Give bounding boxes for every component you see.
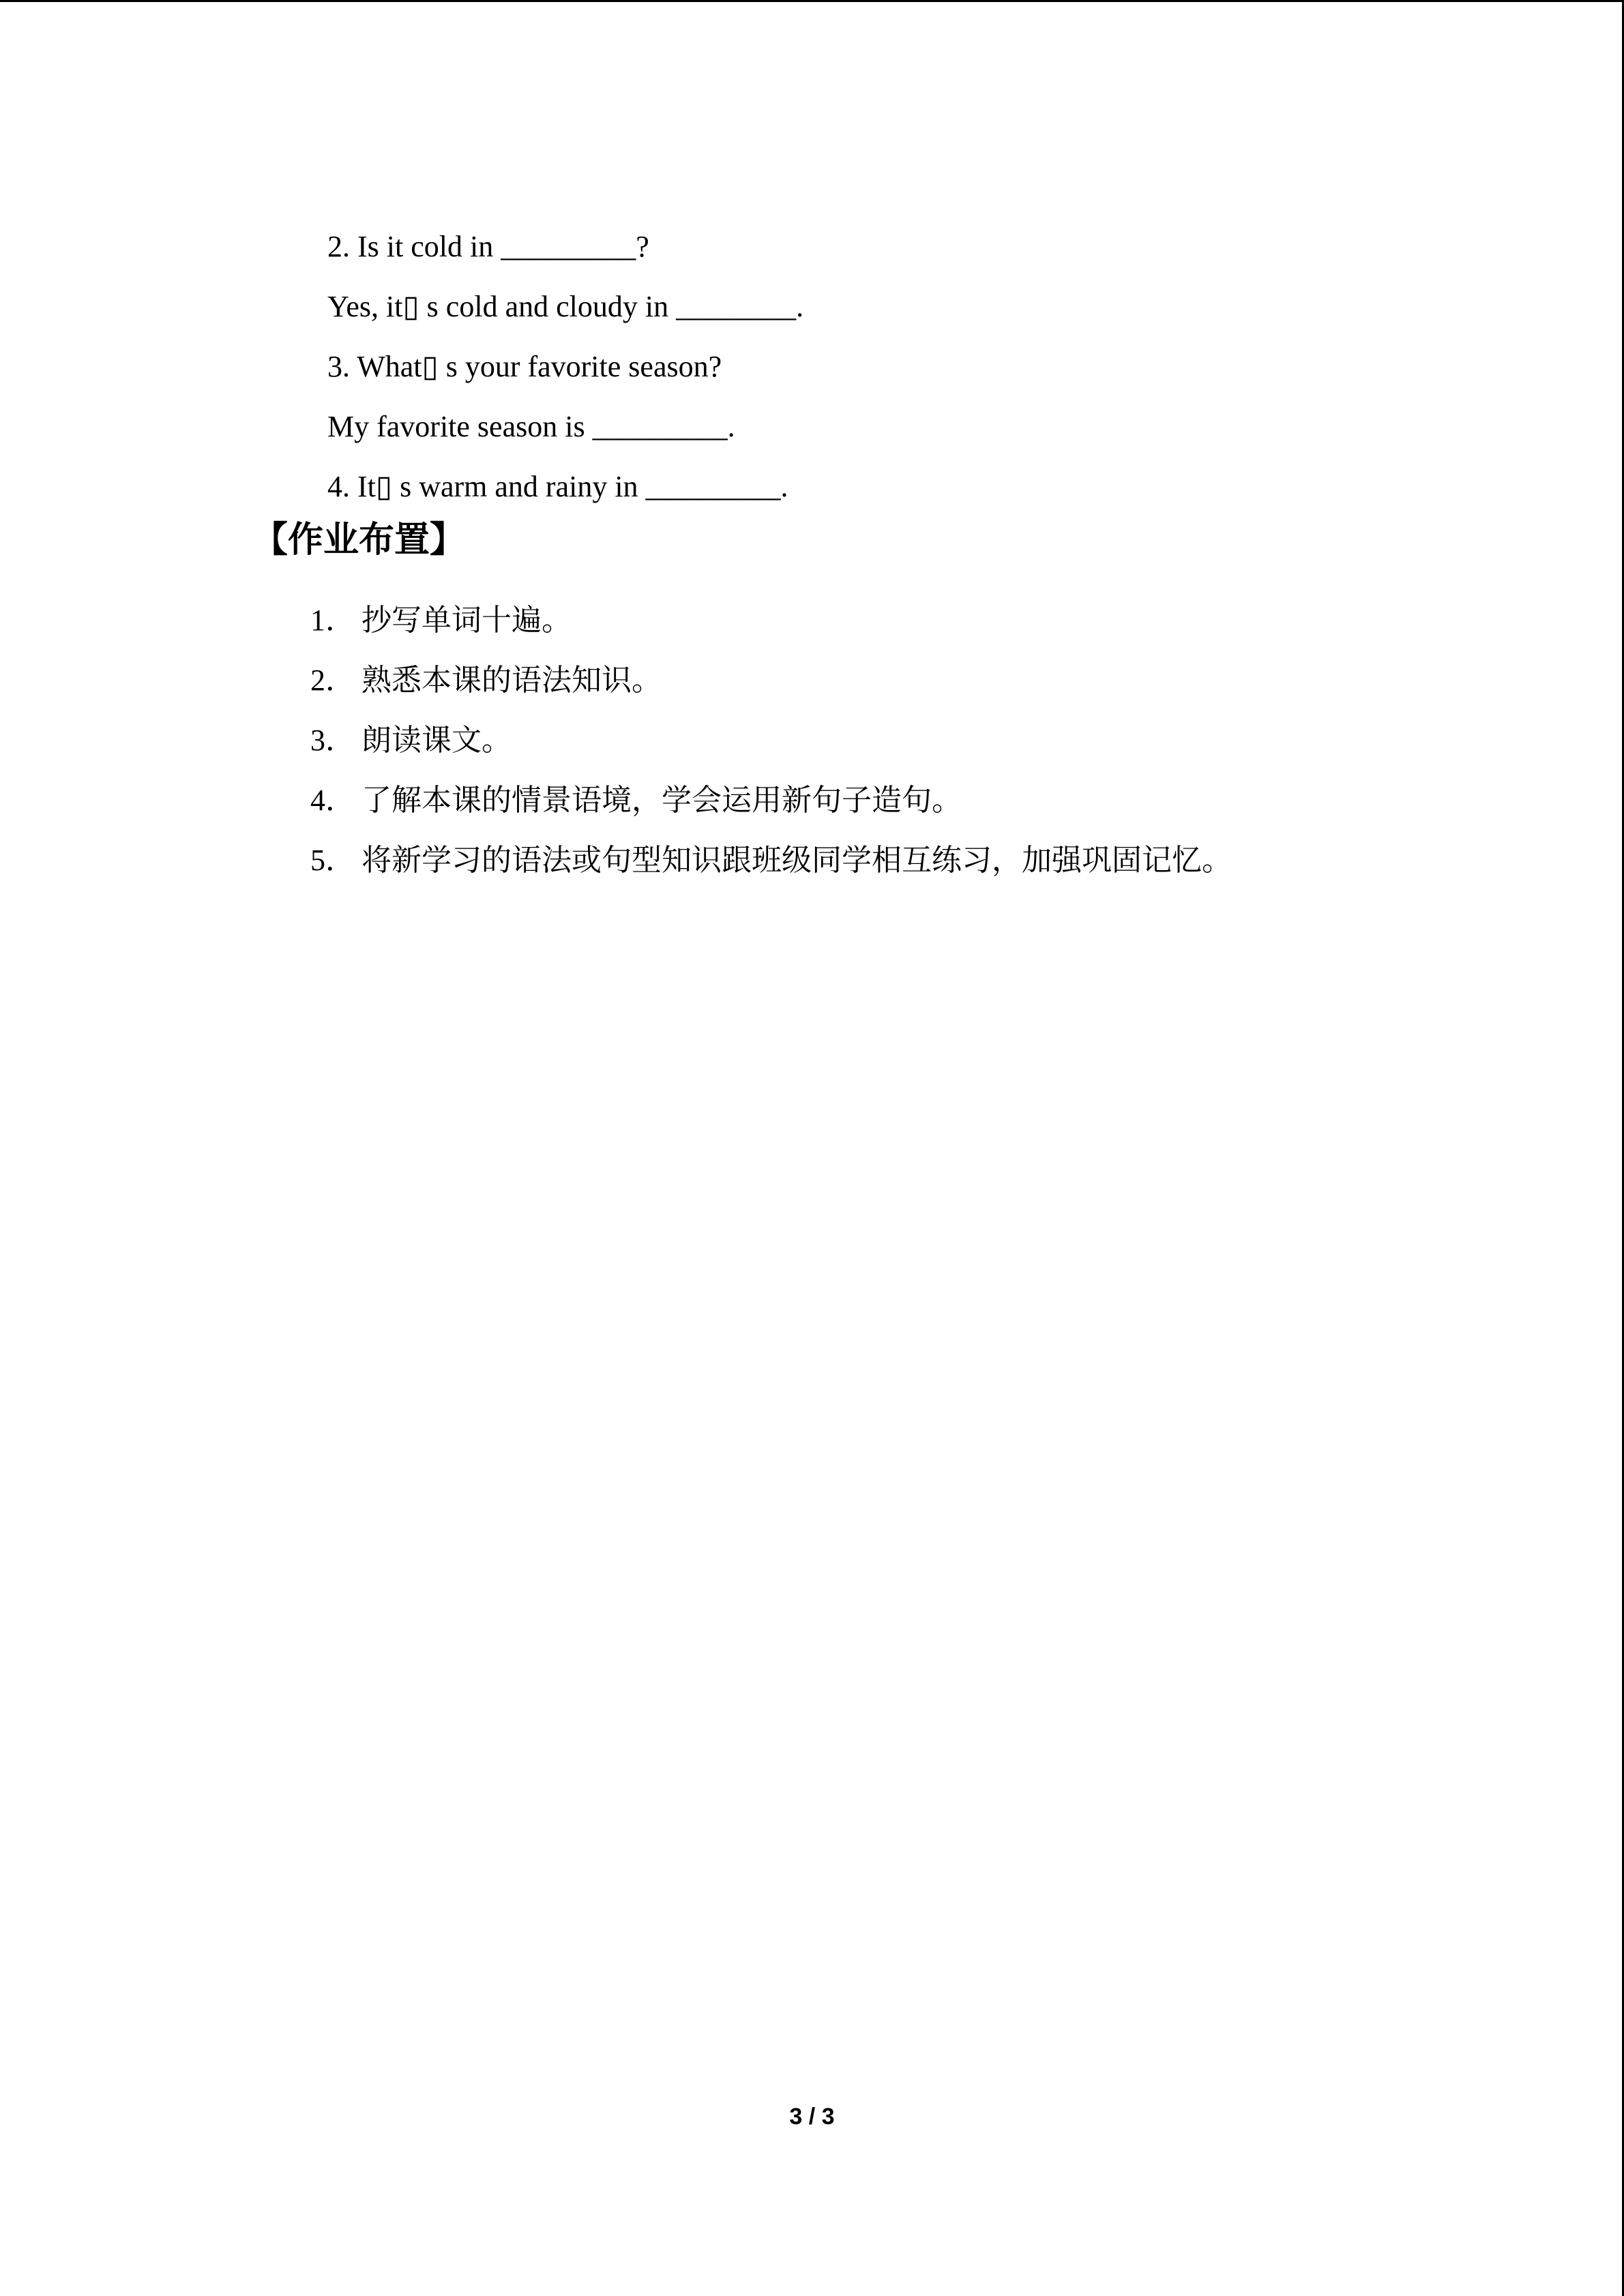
homework-list <box>310 591 1538 891</box>
list-item <box>310 591 1538 651</box>
homework-heading: 【作业布置】 <box>252 520 466 561</box>
page-number: 3 / 3 <box>789 2104 835 2130</box>
list-item-text: 抄写单词十遍。 <box>361 603 572 638</box>
exercise-line-answer-2: Yes, it▯ s cold and cloudy in ________. <box>327 290 804 323</box>
list-item-text: 熟悉本课的语法知识。 <box>361 663 662 698</box>
list-item <box>310 831 1538 891</box>
list-item-text: 朗读课文。 <box>361 723 512 758</box>
exercise-line-question-4: 4. It▯ s warm and rainy in _________. <box>327 470 788 503</box>
list-item-number: 1． <box>310 603 355 637</box>
list-item-number: 3． <box>310 724 355 757</box>
list-item-text: 将新学习的语法或句型知识跟班级同学相互练习，加强巩固记忆。 <box>361 843 1232 878</box>
list-item-text: 了解本课的情景语境，学会运用新句子造句。 <box>361 783 962 818</box>
list-item-number: 5． <box>310 844 355 877</box>
exercise-section <box>327 217 1487 517</box>
exercise-line-answer-3: My favorite season is _________. <box>327 410 735 443</box>
list-item-number: 2． <box>310 664 355 697</box>
list-item <box>310 711 1538 771</box>
list-item <box>310 651 1538 711</box>
exercise-line-question-2: 2. Is it cold in _________? <box>327 230 649 263</box>
exercise-line-question-3: 3. What▯ s your favorite season? <box>327 350 722 383</box>
list-item <box>310 771 1538 831</box>
list-item-number: 4． <box>310 784 355 817</box>
